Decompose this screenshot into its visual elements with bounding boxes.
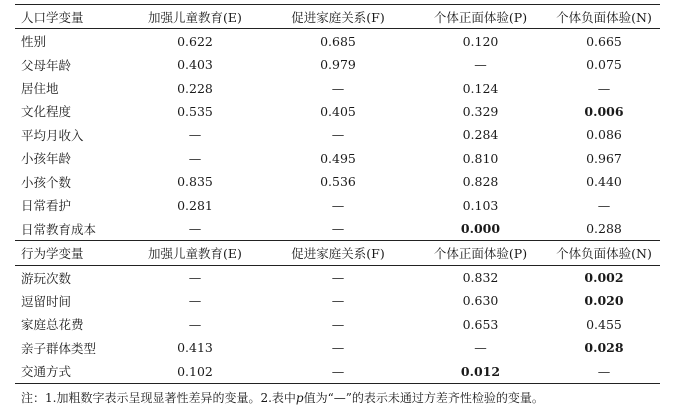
- table-footnote: [21, 389, 544, 406]
- table-header-row: [15, 241, 660, 265]
- value-cell-promote-family-relations: 0.685: [320, 33, 356, 49]
- value-cell-promote-family-relations: 0.536: [320, 174, 356, 190]
- value-cell-negative-experience: 0.006: [584, 103, 624, 119]
- value-cell-strengthen-child-education: —: [188, 127, 202, 143]
- value-cell-strengthen-child-education: —: [188, 221, 202, 237]
- value-cell-negative-experience: 0.440: [586, 174, 622, 190]
- results-table: [15, 4, 660, 384]
- value-cell-promote-family-relations: —: [331, 197, 345, 213]
- table-row: [15, 313, 660, 336]
- value-cell-positive-experience: 0.284: [462, 127, 499, 143]
- row-label: 日常看护: [21, 198, 72, 214]
- value-cell-negative-experience: —: [597, 197, 611, 213]
- value-cell-promote-family-relations: —: [331, 221, 345, 237]
- table-row: [15, 170, 660, 193]
- table-row: [15, 265, 660, 289]
- table-row: [15, 360, 660, 384]
- table-header-row: [15, 5, 660, 29]
- row-label: 居住地: [21, 81, 59, 97]
- table-row: [15, 29, 660, 53]
- footnote-text-before: 注：1.加粗数字表示呈现显著性差异的变量。2.表中: [21, 391, 296, 405]
- value-cell-strengthen-child-education: —: [188, 150, 202, 166]
- value-cell-positive-experience: 0.810: [462, 150, 499, 166]
- value-cell-positive-experience: 0.120: [462, 33, 499, 49]
- row-label: 文化程度: [21, 104, 72, 120]
- value-cell-negative-experience: 0.288: [586, 221, 622, 237]
- value-cell-promote-family-relations: —: [331, 270, 345, 286]
- footnote-text-after: 值为“—”的表示未通过方差齐性检验的变量。: [303, 391, 544, 405]
- header-cell-variable: 人口学变量: [15, 5, 127, 29]
- value-cell-negative-experience: 0.002: [584, 270, 624, 286]
- value-cell-positive-experience: 0.832: [462, 270, 499, 286]
- value-cell-positive-experience: —: [474, 57, 487, 73]
- value-cell-promote-family-relations: —: [331, 127, 345, 143]
- value-cell-strengthen-child-education: 0.102: [127, 360, 263, 384]
- value-cell-negative-experience: 0.967: [586, 150, 622, 166]
- value-cell-negative-experience: 0.028: [584, 340, 624, 356]
- table-row: [15, 217, 660, 241]
- value-cell-negative-experience: 0.455: [586, 316, 622, 332]
- value-cell-positive-experience: 0.329: [462, 103, 499, 119]
- table-row: [15, 147, 660, 170]
- value-cell-negative-experience: 0.020: [584, 293, 624, 309]
- value-cell-strengthen-child-education: —: [188, 316, 202, 332]
- value-cell-strengthen-child-education: 0.403: [177, 57, 213, 73]
- row-label: 游玩次数: [21, 270, 72, 286]
- value-cell-strengthen-child-education: —: [188, 293, 202, 309]
- value-cell-negative-experience: —: [548, 360, 660, 384]
- value-cell-negative-experience: 0.075: [586, 57, 622, 73]
- header-cell-negative-experience: 个体负面体验(N): [548, 241, 660, 265]
- row-label: 日常教育成本: [21, 221, 97, 237]
- value-cell-positive-experience: 0.653: [462, 316, 499, 332]
- row-label: 性别: [21, 34, 47, 50]
- row-label: 小孩个数: [21, 174, 72, 190]
- value-cell-positive-experience: 0.124: [462, 80, 499, 96]
- value-cell-promote-family-relations: 0.495: [320, 150, 356, 166]
- row-label: 父母年龄: [21, 57, 72, 73]
- row-label: 小孩年龄: [21, 151, 72, 167]
- row-label: 交通方式: [15, 360, 127, 384]
- value-cell-negative-experience: 0.086: [586, 127, 622, 143]
- row-label: 逗留时间: [21, 293, 72, 309]
- value-cell-positive-experience: 0.012: [413, 360, 548, 384]
- table-row: [15, 53, 660, 76]
- row-label: 家庭总花费: [21, 317, 84, 333]
- table-row: [15, 336, 660, 359]
- value-cell-promote-family-relations: 0.405: [320, 103, 356, 119]
- value-cell-promote-family-relations: 0.979: [320, 57, 356, 73]
- value-cell-strengthen-child-education: 0.622: [177, 33, 213, 49]
- table-row: [15, 100, 660, 123]
- value-cell-positive-experience: 0.630: [462, 293, 499, 309]
- value-cell-strengthen-child-education: 0.228: [177, 80, 213, 96]
- header-cell-variable: 行为学变量: [15, 241, 127, 265]
- value-cell-promote-family-relations: —: [331, 316, 345, 332]
- value-cell-strengthen-child-education: 0.281: [177, 197, 213, 213]
- footnote-p-symbol: p: [295, 391, 304, 405]
- value-cell-strengthen-child-education: 0.835: [177, 174, 213, 190]
- value-cell-promote-family-relations: —: [263, 360, 413, 384]
- value-cell-negative-experience: —: [597, 80, 611, 96]
- value-cell-promote-family-relations: —: [331, 80, 345, 96]
- value-cell-positive-experience: —: [474, 340, 487, 356]
- header-cell-strengthen-child-education: 加强儿童教育(E): [127, 5, 263, 29]
- header-cell-strengthen-child-education: 加强儿童教育(E): [127, 241, 263, 265]
- header-cell-positive-experience: 个体正面体验(P): [413, 5, 548, 29]
- value-cell-promote-family-relations: —: [331, 340, 345, 356]
- value-cell-strengthen-child-education: 0.413: [177, 340, 213, 356]
- table-row: [15, 76, 660, 99]
- value-cell-positive-experience: 0.000: [460, 221, 501, 237]
- value-cell-strengthen-child-education: —: [188, 270, 202, 286]
- results-table-body: [15, 5, 660, 384]
- value-cell-promote-family-relations: —: [331, 293, 345, 309]
- value-cell-negative-experience: 0.665: [586, 33, 622, 49]
- table-row: [15, 194, 660, 217]
- value-cell-strengthen-child-education: 0.535: [177, 103, 213, 119]
- row-label: 亲子群体类型: [21, 340, 97, 356]
- value-cell-positive-experience: 0.103: [462, 197, 499, 213]
- header-cell-positive-experience: 个体正面体验(P): [413, 241, 548, 265]
- header-cell-promote-family-relations: 促进家庭关系(F): [263, 5, 413, 29]
- row-label: 平均月收入: [21, 127, 84, 143]
- header-cell-promote-family-relations: 促进家庭关系(F): [263, 241, 413, 265]
- value-cell-positive-experience: 0.828: [462, 174, 499, 190]
- table-row: [15, 123, 660, 146]
- header-cell-negative-experience: 个体负面体验(N): [548, 5, 660, 29]
- table-row: [15, 289, 660, 312]
